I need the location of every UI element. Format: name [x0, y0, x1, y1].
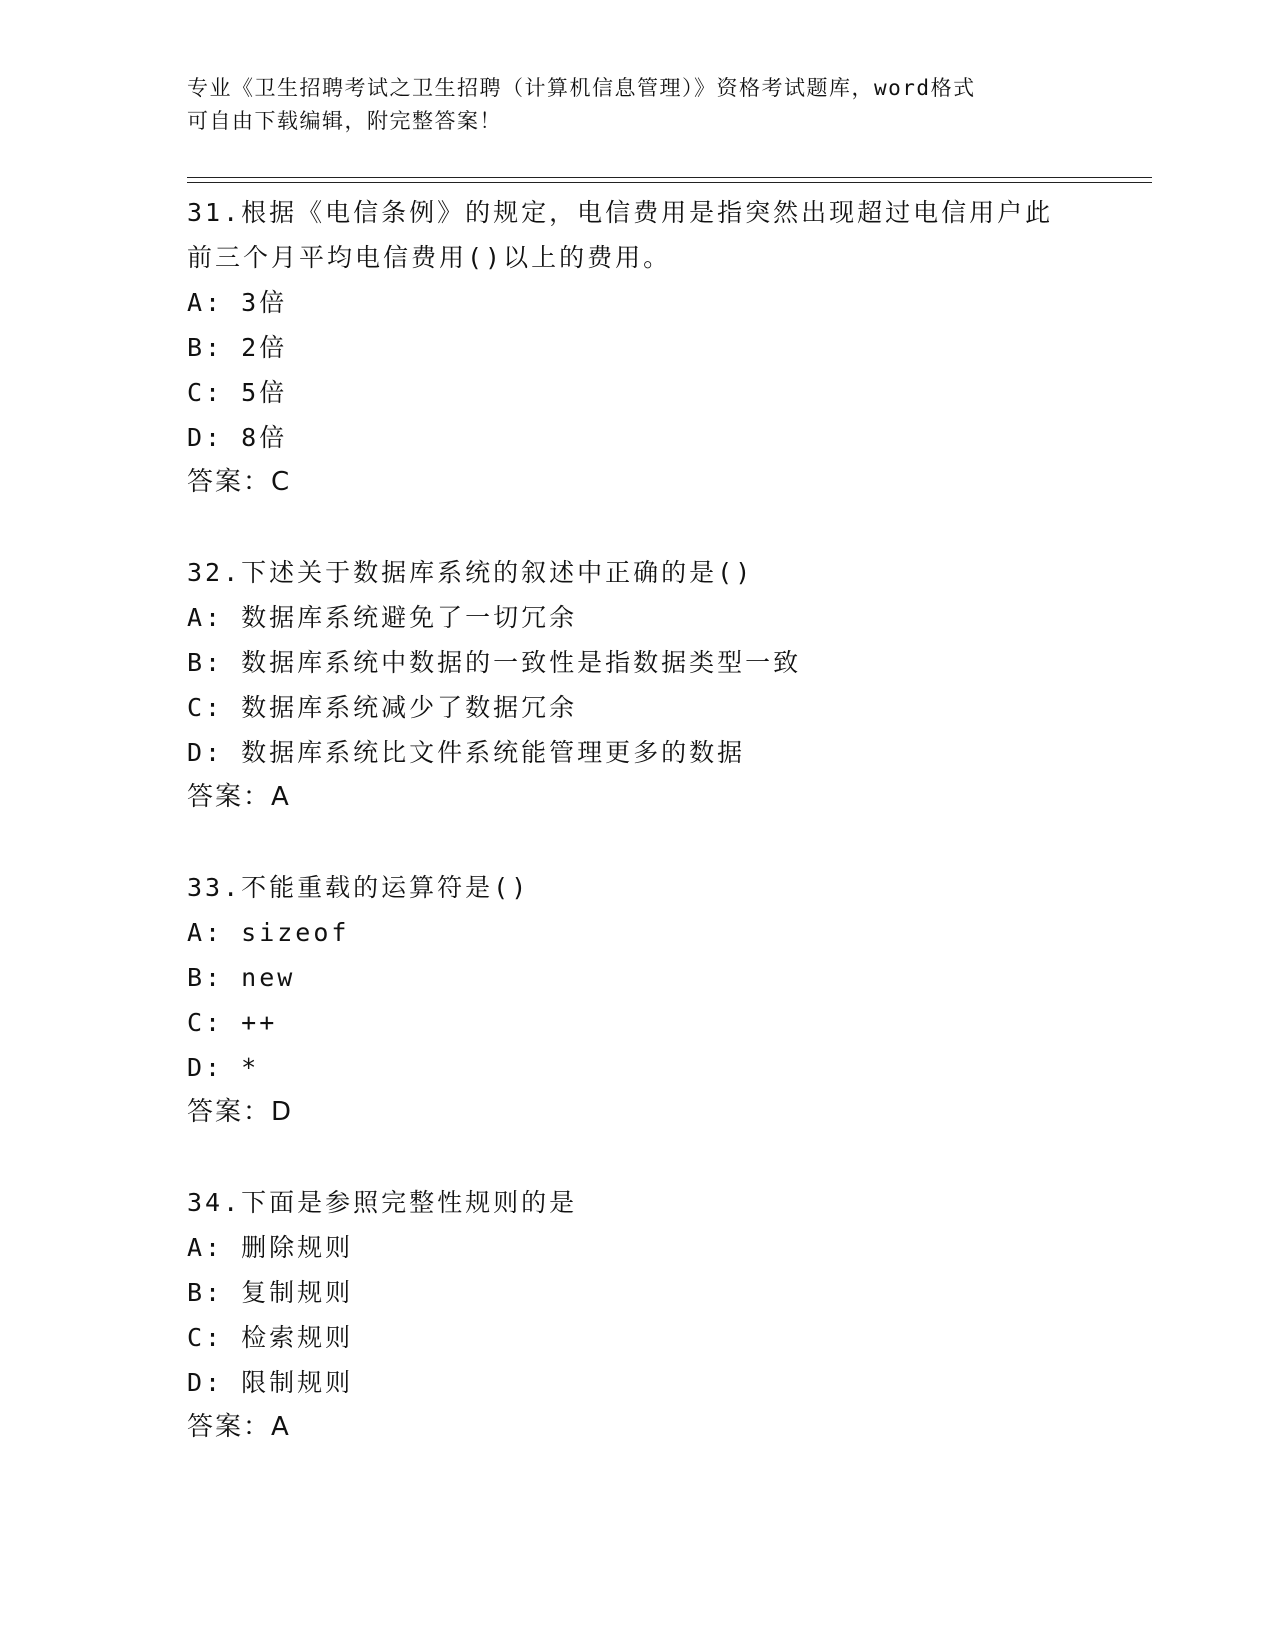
answer: 答案：C: [187, 467, 292, 497]
option-c: C: ++: [187, 1008, 278, 1037]
question-stem: [187, 865, 1147, 910]
header-divider-bottom: [187, 182, 1152, 183]
option-a: A: 3倍: [187, 288, 288, 317]
question-stem-line: 32.下述关于数据库系统的叙述中正确的是(): [187, 558, 754, 587]
option-a: A: sizeof: [187, 918, 350, 947]
question-stem-line: 33.不能重载的运算符是(): [187, 873, 530, 902]
option-d: D: 8倍: [187, 423, 288, 452]
question-stem-line: 前三个月平均电信费用()以上的费用。: [187, 243, 672, 272]
question-32: [187, 550, 1147, 820]
answer: 答案：A: [187, 782, 291, 812]
answer: 答案：D: [187, 1097, 294, 1127]
option-b: B: new: [187, 963, 296, 992]
question-stem-line: 31.根据《电信条例》的规定，电信费用是指突然出现超过电信用户此: [187, 198, 1054, 227]
option-d: D: *: [187, 1053, 260, 1082]
answer: 答案：A: [187, 1412, 291, 1442]
option-a: A: 数据库系统避免了一切冗余: [187, 603, 578, 632]
header-divider-top: [187, 177, 1152, 178]
option-c: C: 5倍: [187, 378, 288, 407]
option-b: B: 数据库系统中数据的一致性是指数据类型一致: [187, 648, 802, 677]
option-c: C: 检索规则: [187, 1323, 354, 1352]
option-d: D: 数据库系统比文件系统能管理更多的数据: [187, 738, 746, 767]
question-stem: [187, 550, 1147, 595]
question-31: [187, 190, 1147, 505]
option-c: C: 数据库系统减少了数据冗余: [187, 693, 578, 722]
option-b: B: 2倍: [187, 333, 288, 362]
header-line-2: 可自由下载编辑，附完整答案！: [187, 109, 502, 133]
question-stem: [187, 190, 1147, 280]
document-header: [187, 72, 1087, 138]
question-34: [187, 1180, 1147, 1450]
question-33: [187, 865, 1147, 1135]
option-d: D: 限制规则: [187, 1368, 354, 1397]
option-b: B: 复制规则: [187, 1278, 354, 1307]
question-stem: [187, 1180, 1147, 1225]
question-list: [187, 190, 1147, 1450]
header-line-1: 专业《卫生招聘考试之卫生招聘（计算机信息管理）》资格考试题库，word格式: [187, 76, 976, 100]
question-stem-line: 34.下面是参照完整性规则的是: [187, 1188, 578, 1217]
option-a: A: 删除规则: [187, 1233, 354, 1262]
